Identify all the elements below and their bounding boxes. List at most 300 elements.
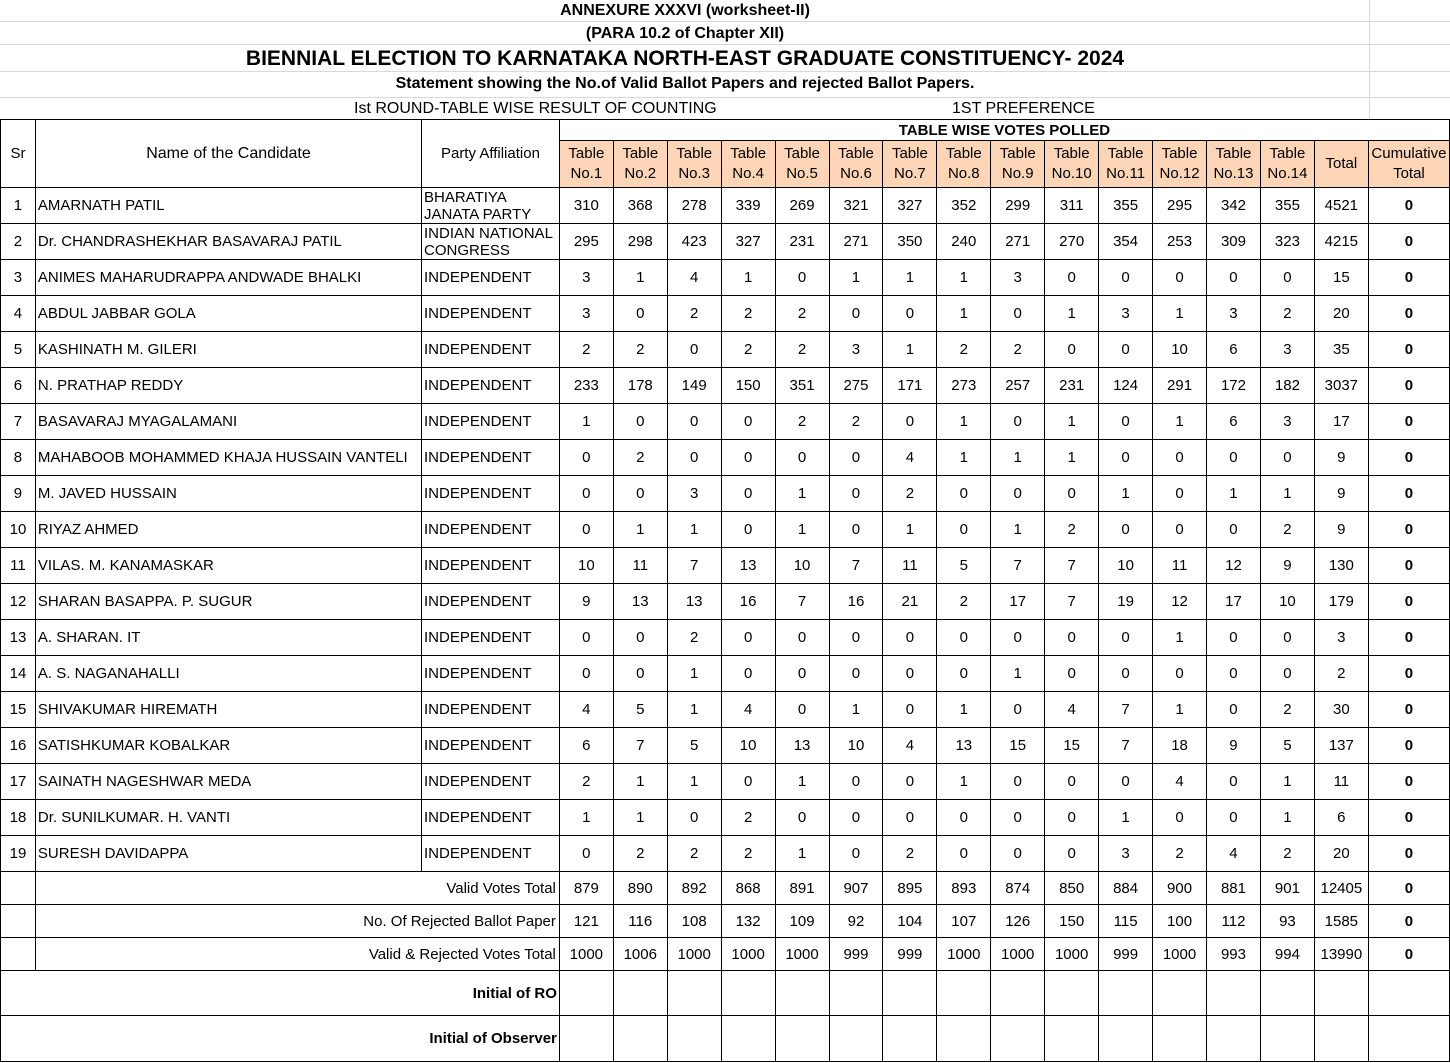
sr-cell: 17: [1, 764, 36, 800]
table-votes-cell: 0: [1207, 260, 1261, 296]
initial-of-observer-label: Initial of Observer: [1, 1016, 560, 1062]
table-votes-cell: 1: [937, 764, 991, 800]
table-votes-cell: 0: [667, 332, 721, 368]
table-votes-cell: 0: [1153, 800, 1207, 836]
table-votes-cell: 11: [883, 548, 937, 584]
initial-of-observer-signature-cell[interactable]: [721, 1016, 775, 1062]
table-votes-cell: 323: [1260, 224, 1314, 260]
table-header-7: Table No.7: [883, 141, 937, 188]
table-votes-cell: 0: [1260, 260, 1314, 296]
table-votes-cell: 2: [1260, 692, 1314, 728]
sr-cell: 15: [1, 692, 36, 728]
table-votes-cell: 0: [613, 296, 667, 332]
initial-of-ro-signature-cell[interactable]: [1153, 971, 1207, 1016]
summary-row: [1, 905, 1450, 938]
table-votes-cell: 2: [991, 332, 1045, 368]
candidate-total: 35: [1314, 332, 1368, 368]
table-votes-cell: 0: [1153, 260, 1207, 296]
table-votes-cell: 150: [721, 368, 775, 404]
initial-of-ro-signature-cell[interactable]: [613, 971, 667, 1016]
table-header-2: Table No.2: [613, 141, 667, 188]
summary-value: 890: [613, 872, 667, 905]
cumulative-total-cell: 0: [1368, 836, 1449, 872]
table-votes-cell: 352: [937, 188, 991, 224]
table-votes-cell: 0: [1260, 620, 1314, 656]
table-votes-cell: 0: [829, 476, 883, 512]
table-votes-cell: 0: [883, 800, 937, 836]
table-votes-cell: 149: [667, 368, 721, 404]
table-votes-cell: 0: [937, 620, 991, 656]
summary-value: 1000: [667, 938, 721, 971]
table-votes-cell: 1: [883, 512, 937, 548]
initial-of-ro-signature-cell[interactable]: [559, 971, 613, 1016]
summary-value: 104: [883, 905, 937, 938]
table-votes-cell: 240: [937, 224, 991, 260]
initial-of-ro-signature-cell[interactable]: [1260, 971, 1314, 1016]
cumulative-total-cell: 0: [1368, 512, 1449, 548]
table-votes-cell: 0: [883, 296, 937, 332]
table-votes-cell: 0: [1207, 764, 1261, 800]
cumulative-total-cell: 0: [1368, 368, 1449, 404]
table-votes-cell: 0: [1207, 656, 1261, 692]
initial-of-observer-signature-cell[interactable]: [1368, 1016, 1449, 1062]
table-votes-cell: 19: [1099, 584, 1153, 620]
initial-of-ro-signature-cell[interactable]: [1314, 971, 1368, 1016]
table-votes-cell: 10: [1260, 584, 1314, 620]
round-label: Ist ROUND-TABLE WISE RESULT OF COUNTING: [354, 100, 717, 117]
candidate-total: 6: [1314, 800, 1368, 836]
table-votes-cell: 2: [721, 800, 775, 836]
table-votes-cell: 0: [991, 620, 1045, 656]
table-votes-cell: 0: [883, 692, 937, 728]
party-affiliation: INDEPENDENT: [422, 584, 560, 620]
table-votes-cell: 2: [775, 332, 829, 368]
summary-value: 881: [1207, 872, 1261, 905]
cumulative-total-cell: 0: [1368, 332, 1449, 368]
table-header-3: Table No.3: [667, 141, 721, 188]
sr-cell: 5: [1, 332, 36, 368]
table-votes-cell: 275: [829, 368, 883, 404]
candidate-name: SHIVAKUMAR HIREMATH: [35, 692, 421, 728]
summary-value: 999: [829, 938, 883, 971]
table-votes-cell: 9: [1260, 548, 1314, 584]
table-votes-cell: 0: [721, 764, 775, 800]
table-votes-cell: 1: [1099, 800, 1153, 836]
candidate-name: ABDUL JABBAR GOLA: [35, 296, 421, 332]
party-affiliation: INDEPENDENT: [422, 548, 560, 584]
table-votes-cell: 1: [1099, 476, 1153, 512]
table-votes-cell: 7: [991, 548, 1045, 584]
party-affiliation: INDEPENDENT: [422, 764, 560, 800]
table-votes-cell: 327: [883, 188, 937, 224]
table-votes-cell: 0: [721, 620, 775, 656]
table-votes-cell: 3: [667, 476, 721, 512]
table-votes-cell: 7: [775, 584, 829, 620]
candidate-row: [1, 584, 1450, 620]
initial-of-observer-signature-cell[interactable]: [559, 1016, 613, 1062]
cumulative-total-cell: 0: [1368, 620, 1449, 656]
table-votes-cell: 0: [991, 476, 1045, 512]
initial-of-observer-signature-cell[interactable]: [1045, 1016, 1099, 1062]
table-votes-cell: 0: [775, 656, 829, 692]
summary-value: 892: [667, 872, 721, 905]
initial-of-ro-signature-cell[interactable]: [1207, 971, 1261, 1016]
table-votes-cell: 0: [1099, 440, 1153, 476]
summary-value: 1000: [1153, 938, 1207, 971]
table-votes-cell: 0: [1099, 332, 1153, 368]
table-header-5: Table No.5: [775, 141, 829, 188]
table-votes-cell: 0: [937, 512, 991, 548]
candidate-name: VILAS. M. KANAMASKAR: [35, 548, 421, 584]
table-votes-cell: 0: [1153, 656, 1207, 692]
table-votes-cell: 0: [1045, 800, 1099, 836]
table-votes-cell: 2: [613, 440, 667, 476]
table-votes-cell: 0: [1045, 764, 1099, 800]
candidate-row: [1, 764, 1450, 800]
table-votes-cell: 13: [937, 728, 991, 764]
table-votes-cell: 321: [829, 188, 883, 224]
table-votes-cell: 182: [1260, 368, 1314, 404]
table-votes-cell: 1: [775, 764, 829, 800]
initial-of-observer-signature-cell[interactable]: [613, 1016, 667, 1062]
cumulative-total-cell: 0: [1368, 692, 1449, 728]
table-votes-cell: 1: [937, 404, 991, 440]
table-votes-cell: 3: [1260, 404, 1314, 440]
cumulative-total-cell: 0: [1368, 224, 1449, 260]
table-votes-cell: 21: [883, 584, 937, 620]
table-votes-cell: 0: [559, 440, 613, 476]
table-votes-cell: 0: [991, 764, 1045, 800]
table-votes-cell: 0: [883, 404, 937, 440]
initial-of-ro-signature-cell[interactable]: [667, 971, 721, 1016]
summary-value: 93: [1260, 905, 1314, 938]
table-votes-cell: 1: [1153, 620, 1207, 656]
summary-total: 13990: [1314, 938, 1368, 971]
cumulative-total-cell: 0: [1368, 800, 1449, 836]
sr-cell: 2: [1, 224, 36, 260]
table-votes-cell: 0: [883, 656, 937, 692]
summary-value: 116: [613, 905, 667, 938]
table-votes-cell: 1: [613, 260, 667, 296]
table-votes-cell: 0: [1099, 512, 1153, 548]
candidate-row: [1, 404, 1450, 440]
summary-value: 891: [775, 872, 829, 905]
table-votes-cell: 1: [775, 836, 829, 872]
table-votes-cell: 5: [613, 692, 667, 728]
initial-of-ro-signature-cell[interactable]: [937, 971, 991, 1016]
candidate-total: 3: [1314, 620, 1368, 656]
table-votes-cell: 178: [613, 368, 667, 404]
initial-of-observer-signature-cell[interactable]: [1099, 1016, 1153, 1062]
sr-cell: 8: [1, 440, 36, 476]
table-votes-cell: 3: [829, 332, 883, 368]
table-votes-cell: 1: [613, 512, 667, 548]
table-votes-cell: 4: [883, 728, 937, 764]
table-votes-cell: 0: [991, 296, 1045, 332]
table-votes-cell: 4: [721, 692, 775, 728]
table-votes-cell: 2: [829, 404, 883, 440]
initial-of-ro-signature-cell[interactable]: [1045, 971, 1099, 1016]
party-affiliation: INDEPENDENT: [422, 728, 560, 764]
initial-of-observer-signature-cell[interactable]: [1153, 1016, 1207, 1062]
initial-of-ro-signature-cell[interactable]: [775, 971, 829, 1016]
candidate-total: 9: [1314, 440, 1368, 476]
table-votes-cell: 0: [1207, 800, 1261, 836]
table-votes-cell: 3: [559, 296, 613, 332]
sr-cell: 11: [1, 548, 36, 584]
summary-value: 92: [829, 905, 883, 938]
party-affiliation: INDEPENDENT: [422, 404, 560, 440]
summary-label: Valid Votes Total: [35, 872, 559, 905]
table-votes-cell: 0: [1045, 836, 1099, 872]
cumulative-total-cell: 0: [1368, 764, 1449, 800]
table-votes-cell: 0: [559, 620, 613, 656]
candidate-row: [1, 656, 1450, 692]
table-votes-cell: 0: [1045, 260, 1099, 296]
cumulative-total-cell: 0: [1368, 728, 1449, 764]
candidate-name: MAHABOOB MOHAMMED KHAJA HUSSAIN VANTELI: [35, 440, 421, 476]
initial-of-observer-signature-cell[interactable]: [667, 1016, 721, 1062]
table-votes-cell: 3: [1099, 836, 1153, 872]
cumulative-total-cell: 0: [1368, 476, 1449, 512]
table-votes-cell: 1: [937, 692, 991, 728]
table-votes-cell: 0: [775, 260, 829, 296]
table-votes-cell: 2: [937, 584, 991, 620]
table-votes-cell: 1: [667, 512, 721, 548]
initial-of-ro-signature-cell[interactable]: [721, 971, 775, 1016]
para-label: (PARA 10.2 of Chapter XII): [585, 25, 785, 42]
summary-value: 108: [667, 905, 721, 938]
initial-of-ro-signature-cell[interactable]: [1368, 971, 1449, 1016]
table-header-11: Table No.11: [1099, 141, 1153, 188]
table-votes-cell: 271: [829, 224, 883, 260]
summary-value: 121: [559, 905, 613, 938]
table-votes-cell: 355: [1260, 188, 1314, 224]
initial-of-observer-signature-cell[interactable]: [1207, 1016, 1261, 1062]
table-votes-cell: 10: [1099, 548, 1153, 584]
table-votes-cell: 1: [613, 764, 667, 800]
initial-of-observer-signature-cell[interactable]: [883, 1016, 937, 1062]
candidate-name: ANIMES MAHARUDRAPPA ANDWADE BHALKI: [35, 260, 421, 296]
table-votes-cell: 0: [937, 800, 991, 836]
table-votes-cell: 1: [1260, 800, 1314, 836]
table-header-12: Table No.12: [1153, 141, 1207, 188]
table-votes-cell: 0: [1045, 332, 1099, 368]
sr-cell: 16: [1, 728, 36, 764]
table-votes-cell: 0: [1045, 476, 1099, 512]
table-votes-cell: 368: [613, 188, 667, 224]
summary-value: 900: [1153, 872, 1207, 905]
table-votes-cell: 233: [559, 368, 613, 404]
table-votes-cell: 9: [559, 584, 613, 620]
table-votes-cell: 171: [883, 368, 937, 404]
table-votes-cell: 342: [1207, 188, 1261, 224]
table-votes-cell: 298: [613, 224, 667, 260]
table-wise-votes-header: TABLE WISE VOTES POLLED: [559, 120, 1449, 141]
initial-of-ro-signature-cell[interactable]: [883, 971, 937, 1016]
table-votes-cell: 4: [559, 692, 613, 728]
table-votes-cell: 1: [991, 440, 1045, 476]
table-votes-cell: 3: [991, 260, 1045, 296]
table-votes-cell: 1: [1045, 404, 1099, 440]
table-votes-cell: 0: [829, 512, 883, 548]
table-votes-cell: 1: [1207, 476, 1261, 512]
initial-of-observer-signature-cell[interactable]: [1260, 1016, 1314, 1062]
candidate-total: 20: [1314, 836, 1368, 872]
summary-value: 112: [1207, 905, 1261, 938]
table-votes-cell: 1: [1153, 296, 1207, 332]
table-votes-cell: 2: [883, 476, 937, 512]
candidate-row: [1, 548, 1450, 584]
sr-cell: 14: [1, 656, 36, 692]
summary-value: 150: [1045, 905, 1099, 938]
summary-value: 874: [991, 872, 1045, 905]
party-affiliation: INDEPENDENT: [422, 296, 560, 332]
table-votes-cell: 7: [1045, 548, 1099, 584]
candidate-total: 179: [1314, 584, 1368, 620]
party-affiliation: INDEPENDENT: [422, 620, 560, 656]
table-votes-cell: 2: [721, 296, 775, 332]
table-votes-cell: 1: [667, 656, 721, 692]
summary-cumulative: 0: [1368, 905, 1449, 938]
table-votes-cell: 2: [613, 836, 667, 872]
table-votes-cell: 0: [829, 620, 883, 656]
table-votes-cell: 1: [937, 296, 991, 332]
table-votes-cell: 2: [1260, 836, 1314, 872]
sr-cell: 1: [1, 188, 36, 224]
table-votes-cell: 13: [667, 584, 721, 620]
table-votes-cell: 10: [1153, 332, 1207, 368]
table-votes-cell: 10: [775, 548, 829, 584]
party-affiliation: INDEPENDENT: [422, 368, 560, 404]
table-votes-cell: 4: [883, 440, 937, 476]
summary-value: 993: [1207, 938, 1261, 971]
table-votes-cell: 0: [1045, 656, 1099, 692]
initial-of-observer-signature-cell[interactable]: [829, 1016, 883, 1062]
table-votes-cell: 0: [1099, 764, 1153, 800]
summary-value: 132: [721, 905, 775, 938]
initial-of-observer-signature-cell[interactable]: [937, 1016, 991, 1062]
table-votes-cell: 0: [1207, 440, 1261, 476]
candidate-name: A. S. NAGANAHALLI: [35, 656, 421, 692]
summary-value: 1000: [1045, 938, 1099, 971]
table-votes-cell: 1: [613, 800, 667, 836]
table-votes-cell: 0: [937, 656, 991, 692]
table-votes-cell: 273: [937, 368, 991, 404]
summary-label: Valid & Rejected Votes Total: [35, 938, 559, 971]
table-votes-cell: 0: [991, 404, 1045, 440]
candidate-name: Dr. CHANDRASHEKHAR BASAVARAJ PATIL: [35, 224, 421, 260]
total-header: Total: [1314, 141, 1368, 188]
table-votes-cell: 0: [829, 836, 883, 872]
table-votes-cell: 269: [775, 188, 829, 224]
table-votes-cell: 0: [829, 296, 883, 332]
table-votes-cell: 0: [667, 800, 721, 836]
candidate-row: [1, 836, 1450, 872]
table-votes-cell: 354: [1099, 224, 1153, 260]
table-votes-cell: 0: [829, 800, 883, 836]
table-votes-cell: 0: [883, 620, 937, 656]
table-votes-cell: 0: [613, 620, 667, 656]
table-votes-cell: 0: [1207, 692, 1261, 728]
table-votes-cell: 0: [991, 800, 1045, 836]
table-votes-cell: 231: [1045, 368, 1099, 404]
table-votes-cell: 1: [883, 260, 937, 296]
initial-of-ro-signature-cell[interactable]: [1099, 971, 1153, 1016]
table-votes-cell: 11: [613, 548, 667, 584]
table-votes-cell: 0: [1099, 404, 1153, 440]
table-votes-cell: 257: [991, 368, 1045, 404]
page-title: BIENNIAL ELECTION TO KARNATAKA NORTH-EAST GRADUATE CONSTITUENCY- 2024: [245, 47, 1125, 70]
table-votes-cell: 5: [667, 728, 721, 764]
candidate-row: [1, 260, 1450, 296]
page-subtitle: Statement showing the No.of Valid Ballot Papers and rejected Ballot Papers.: [395, 75, 975, 92]
table-votes-cell: 1: [991, 512, 1045, 548]
table-votes-cell: 2: [775, 296, 829, 332]
initial-of-ro-signature-cell[interactable]: [829, 971, 883, 1016]
annexure-label: ANNEXURE XXXVI (worksheet-II): [560, 2, 810, 19]
table-votes-cell: 0: [883, 764, 937, 800]
sr-cell: 7: [1, 404, 36, 440]
table-votes-cell: 15: [1045, 728, 1099, 764]
summary-value: 994: [1260, 938, 1314, 971]
cumulative-total-cell: 0: [1368, 584, 1449, 620]
table-votes-cell: 3: [559, 260, 613, 296]
table-header-10: Table No.10: [1045, 141, 1099, 188]
initial-of-observer-signature-cell[interactable]: [775, 1016, 829, 1062]
table-votes-cell: 4: [667, 260, 721, 296]
table-votes-cell: 2: [559, 332, 613, 368]
table-votes-cell: 0: [1260, 440, 1314, 476]
sr-cell: 4: [1, 296, 36, 332]
sr-cell: 6: [1, 368, 36, 404]
candidate-total: 15: [1314, 260, 1368, 296]
summary-cumulative: 0: [1368, 938, 1449, 971]
candidate-name: A. SHARAN. IT: [35, 620, 421, 656]
table-votes-cell: 7: [1099, 728, 1153, 764]
candidate-row: [1, 224, 1450, 260]
table-votes-cell: 0: [613, 476, 667, 512]
table-header-4: Table No.4: [721, 141, 775, 188]
candidate-row: [1, 728, 1450, 764]
party-affiliation: INDEPENDENT: [422, 512, 560, 548]
party-header: Party Affiliation: [422, 120, 560, 188]
table-votes-cell: 1: [1045, 296, 1099, 332]
table-votes-cell: 2: [613, 332, 667, 368]
summary-value: 1000: [559, 938, 613, 971]
table-votes-cell: 0: [829, 440, 883, 476]
summary-value: 884: [1099, 872, 1153, 905]
table-votes-cell: 4: [1153, 764, 1207, 800]
table-votes-cell: 9: [1207, 728, 1261, 764]
table-votes-cell: 11: [1153, 548, 1207, 584]
candidate-name: SURESH DAVIDAPPA: [35, 836, 421, 872]
candidate-name: RIYAZ AHMED: [35, 512, 421, 548]
table-votes-cell: 7: [667, 548, 721, 584]
initial-of-ro-signature-cell[interactable]: [991, 971, 1045, 1016]
table-votes-cell: 2: [559, 764, 613, 800]
summary-label: No. Of Rejected Ballot Paper: [35, 905, 559, 938]
initial-of-observer-signature-cell[interactable]: [1314, 1016, 1368, 1062]
party-affiliation: INDEPENDENT: [422, 260, 560, 296]
initial-of-observer-signature-cell[interactable]: [991, 1016, 1045, 1062]
summary-value: 850: [1045, 872, 1099, 905]
cumulative-total-header: Cumulative Total: [1368, 141, 1449, 188]
table-votes-cell: 0: [775, 440, 829, 476]
table-votes-cell: 0: [1153, 440, 1207, 476]
cumulative-total-cell: 0: [1368, 296, 1449, 332]
table-votes-cell: 10: [829, 728, 883, 764]
